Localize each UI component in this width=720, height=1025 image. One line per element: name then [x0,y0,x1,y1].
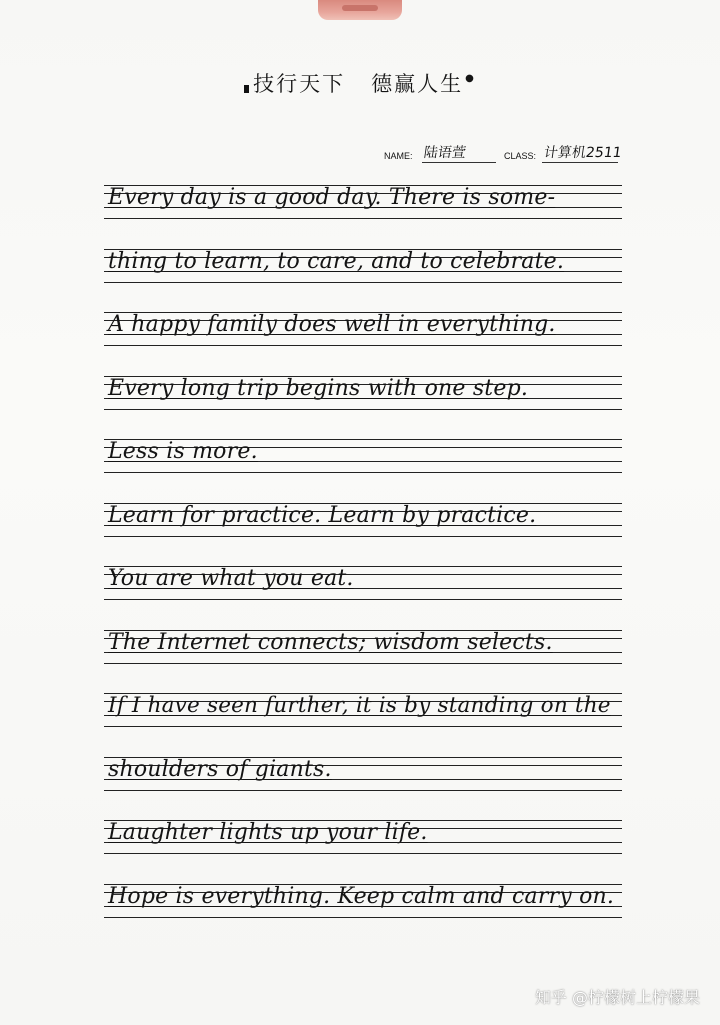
watermark: 知乎 @柠檬树上柠檬果 [534,988,700,1007]
name-label: NAME: [384,151,413,161]
writing-row [104,369,624,433]
line-text: thing to learn, to care, and to celebrate. [108,248,565,274]
line-text: Learn for practice. Learn by practice. [108,502,537,528]
class-value: 计算机2511 [542,145,623,161]
writing-row [104,178,624,242]
name-value: 陆语萱 [422,145,467,161]
student-info [384,142,624,166]
name-underline [422,162,496,163]
line-text: shoulders of giants. [108,756,332,782]
writing-row [104,813,624,877]
line-text: A happy family does well in everything. [108,312,556,337]
writing-row [104,877,624,941]
motto-right: 德赢人生 [371,72,464,96]
line-text: The Internet connects; wisdom selects. [108,629,553,655]
writing-row [104,496,624,560]
writing-row [104,686,624,750]
line-text: Every day is a good day. There is some- [108,185,556,210]
writing-row [104,432,624,496]
line-text: If I have seen further, it is by standing on the [108,693,611,718]
line-text: Less is more. [108,439,258,464]
binder-clip [318,0,402,20]
class-underline [542,162,618,163]
motto-left: 技行天下 [253,72,346,96]
line-text: Every long trip begins with one step. [108,375,529,401]
line-text: Hope is everything. Keep calm and carry on. [108,883,615,909]
handwriting-lines [104,178,624,940]
writing-row [104,305,624,369]
writing-row [104,559,624,623]
ink-mark [244,85,249,93]
line-text: You are what you eat. [108,566,354,591]
line-text: Laughter lights up your life. [108,820,428,845]
class-label: CLASS: [504,151,537,161]
writing-row [104,242,624,306]
ink-mark: ● [465,73,476,84]
writing-row [104,750,624,814]
motto-heading [0,68,720,98]
writing-row [104,623,624,687]
